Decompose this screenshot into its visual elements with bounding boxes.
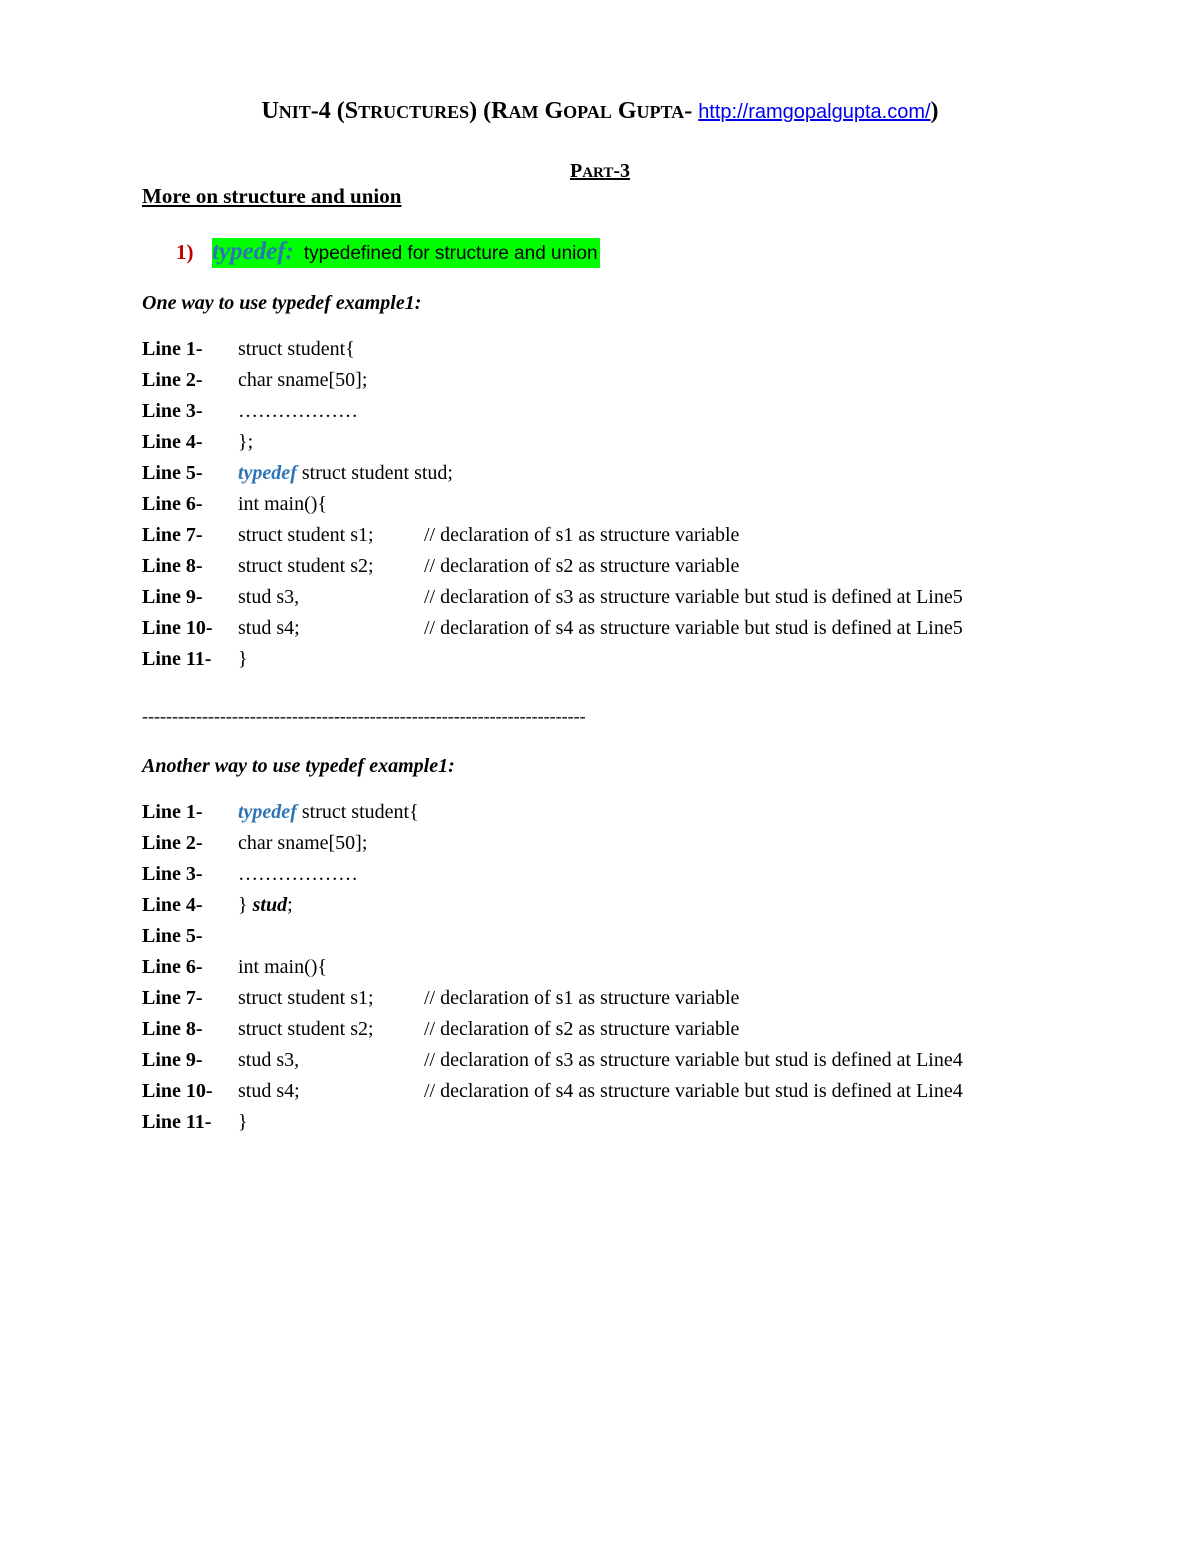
code-line: Line 11- } bbox=[142, 1111, 248, 1133]
code-line: Line 1- struct student{ bbox=[142, 338, 355, 360]
section-divider: -------------------------------------------------------------------------- bbox=[142, 706, 586, 726]
code-line: Line 10- stud s4; // declaration of s4 as structure variable but stud is defined at Line4 bbox=[142, 1080, 963, 1102]
code-line: Line 9- stud s3, // declaration of s3 as structure variable but stud is defined at Line4 bbox=[142, 1049, 963, 1071]
code-line: Line 4- }; bbox=[142, 431, 254, 453]
typedef-keyword: typedef bbox=[238, 462, 297, 484]
code-line: Line 4- } stud; bbox=[142, 894, 293, 916]
part-heading: PART-3 bbox=[569, 160, 631, 182]
code-line: Line 8- struct student s2; // declaration of s2 as structure variable bbox=[142, 555, 740, 577]
bullet-number: 1) bbox=[176, 240, 194, 264]
code-line: Line 1- typedef struct student{ bbox=[142, 801, 419, 823]
code-line: Line 11- } bbox=[142, 648, 248, 670]
typedef-keyword: typedef: bbox=[212, 238, 294, 265]
code-line: Line 3- ……………… bbox=[142, 863, 358, 885]
code-line: Line 2- char sname[50]; bbox=[142, 369, 368, 391]
code-line: Line 6- int main(){ bbox=[142, 956, 328, 978]
example2-code bbox=[142, 801, 963, 1142]
code-line: Line 8- struct student s2; // declaration of s2 as structure variable bbox=[142, 1018, 740, 1040]
typedef-keyword: typedef bbox=[238, 801, 297, 823]
code-line: Line 6- int main(){ bbox=[142, 493, 328, 515]
author-website-link[interactable]: http://ramgopalgupta.com/ bbox=[698, 101, 931, 123]
code-line: Line 9- stud s3, // declaration of s3 as structure variable but stud is defined at Line5 bbox=[142, 586, 963, 608]
code-line: Line 5- typedef struct student stud; bbox=[142, 462, 453, 484]
code-line: Line 7- struct student s1; // declaration of s1 as structure variable bbox=[142, 987, 740, 1009]
page-title: UNIT-4 (STRUCTURES) (RAM GOPAL GUPTA- http://ramgopalgupta.com/) bbox=[261, 98, 939, 124]
example1-code bbox=[142, 338, 963, 679]
highlighted-text bbox=[212, 238, 600, 268]
code-line: Line 7- struct student s1; // declaration of s1 as structure variable bbox=[142, 524, 740, 546]
example1-heading: One way to use typedef example1: bbox=[142, 292, 422, 314]
code-line: Line 3- ……………… bbox=[142, 400, 358, 422]
bullet-text: typedefined for structure and union bbox=[303, 243, 598, 264]
section-heading: More on structure and union bbox=[142, 184, 402, 208]
code-line: Line 2- char sname[50]; bbox=[142, 832, 368, 854]
stud-alias: stud bbox=[252, 894, 288, 916]
code-line: Line 10- stud s4; // declaration of s4 as structure variable but stud is defined at Line5 bbox=[142, 617, 963, 639]
typedef-bullet bbox=[176, 238, 600, 268]
code-line: Line 5- bbox=[142, 925, 203, 947]
example2-heading: Another way to use typedef example1: bbox=[142, 755, 455, 777]
